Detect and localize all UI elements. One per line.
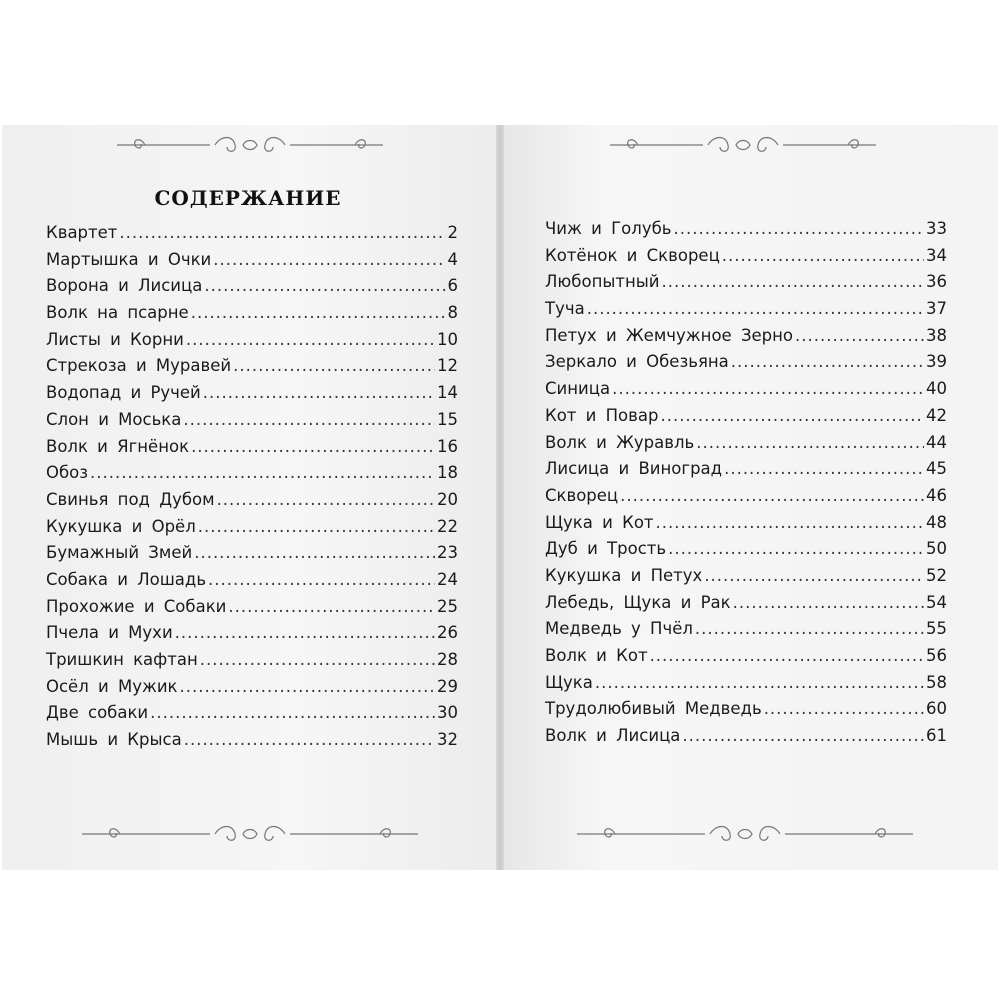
dot-leader [213, 247, 445, 274]
toc-entry [46, 460, 458, 487]
toc-entry-title: Волк и Ягнёнок [46, 436, 190, 456]
toc-entry-page-number: 16 [437, 436, 458, 456]
toc-entry-title: Щука и Кот [545, 512, 654, 532]
toc-entry-page-number: 6 [447, 276, 458, 296]
toc-entry [46, 327, 458, 354]
dot-leader [90, 460, 435, 487]
toc-entry-title: Волк и Журавль [545, 432, 695, 452]
toc-entry-title: Кукушка и Петух [545, 565, 703, 585]
toc-entry-title: Зеркало и Обезьяна [545, 352, 729, 372]
flourish-icon [608, 131, 878, 159]
ornament-top-right [608, 131, 878, 159]
toc-entry [46, 300, 458, 327]
toc-entry-page-number: 4 [447, 249, 458, 269]
toc-entry-title: Волк и Лисица [545, 726, 681, 746]
toc-entry-page-number: 34 [926, 245, 947, 265]
toc-entry-page-number: 40 [926, 379, 947, 399]
toc-entry-title: Слон и Моська [46, 409, 182, 429]
dot-leader [764, 696, 924, 723]
toc-entry [545, 563, 947, 590]
dot-leader [119, 220, 445, 247]
dot-leader [704, 563, 924, 590]
toc-entry-title: Синица [545, 379, 611, 399]
toc-entry [545, 403, 947, 430]
toc-entry-page-number: 15 [437, 409, 458, 429]
dot-leader [695, 616, 924, 643]
toc-entry-page-number: 20 [437, 489, 458, 509]
dot-leader [668, 536, 924, 563]
toc-entry [545, 590, 947, 617]
dot-leader [200, 647, 435, 674]
dot-leader [191, 434, 435, 461]
dot-leader [731, 349, 924, 376]
toc-entry-page-number: 14 [437, 383, 458, 403]
toc-entry-title: Бумажный Змей [46, 543, 193, 563]
toc-entry-page-number: 12 [437, 356, 458, 376]
toc-entry-title: Скворец [545, 485, 619, 505]
ornament-bottom-left [80, 820, 420, 848]
toc-entry-title: Любопытный [545, 272, 660, 292]
toc-entry-title: Обоз [46, 463, 89, 483]
toc-list-left [46, 220, 458, 754]
dot-leader [228, 594, 435, 621]
toc-entry [545, 430, 947, 457]
toc-entry [545, 456, 947, 483]
toc-entry-title: Прохожие и Собаки [46, 596, 227, 616]
toc-entry-page-number: 23 [437, 543, 458, 563]
dot-leader [673, 216, 924, 243]
dot-leader [186, 327, 435, 354]
toc-entry [545, 296, 947, 323]
toc-entry [545, 670, 947, 697]
toc-entry-page-number: 25 [437, 596, 458, 616]
toc-entry [545, 376, 947, 403]
toc-entry [46, 247, 458, 274]
dot-leader [198, 514, 435, 541]
toc-entry [46, 567, 458, 594]
dot-leader [620, 483, 924, 510]
dot-leader [204, 273, 445, 300]
toc-entry-page-number: 39 [926, 352, 947, 372]
toc-entry-title: Чиж и Голубь [545, 219, 672, 238]
toc-entry [545, 349, 947, 376]
toc-entry [46, 273, 458, 300]
toc-entry-title: Волк и Кот [545, 646, 648, 665]
dot-leader [183, 407, 435, 434]
toc-entry-title: Водопад и Ручей [46, 383, 201, 403]
toc-entry-title: Пчела и Мухи [46, 623, 173, 643]
dot-leader [696, 430, 924, 457]
toc-entry [545, 723, 947, 750]
toc-entry-title: Свинья под Дубом [46, 489, 215, 509]
dot-leader [184, 727, 435, 754]
dot-leader [662, 269, 924, 296]
toc-entry-page-number: 45 [926, 459, 947, 479]
dot-leader [180, 674, 435, 701]
toc-entry [46, 220, 458, 247]
toc-entry-page-number: 8 [447, 303, 458, 323]
toc-entry [46, 514, 458, 541]
toc-entry-title: Туча [545, 299, 585, 319]
ornament-top-left [115, 131, 385, 159]
toc-entry-title: Петух и Жемчужное Зерно [545, 325, 794, 345]
dot-leader [595, 670, 924, 697]
toc-entry-page-number: 36 [926, 272, 947, 292]
toc-entry-title: Лебедь, Щука и Рак [545, 592, 731, 612]
toc-entry-page-number: 22 [437, 516, 458, 536]
toc-entry-title: Дуб и Трость [545, 539, 667, 559]
toc-entry-title: Щука [545, 672, 593, 692]
toc-entry-page-number: 10 [437, 329, 458, 349]
dot-leader [194, 540, 435, 567]
dot-leader [191, 300, 446, 327]
toc-entry [46, 647, 458, 674]
toc-entry-title: Две собаки [46, 703, 149, 723]
flourish-icon [575, 820, 915, 848]
toc-entry-title: Лисица и Виноград [545, 459, 723, 479]
toc-entry-page-number: 30 [437, 703, 458, 723]
toc-entry-title: Ворона и Лисица [46, 276, 203, 296]
toc-entry [545, 483, 947, 510]
toc-entry-page-number: 18 [437, 463, 458, 483]
dot-leader [795, 323, 924, 350]
dot-leader [656, 510, 924, 537]
toc-entry-page-number: 26 [437, 623, 458, 643]
toc-entry [545, 243, 947, 270]
toc-list-right [545, 216, 947, 750]
toc-entry [46, 594, 458, 621]
toc-entry-title: Тришкин кафтан [46, 650, 198, 669]
toc-entry-page-number: 24 [437, 569, 458, 589]
toc-entry [545, 643, 947, 670]
toc-entry [545, 510, 947, 537]
toc-entry-page-number: 52 [926, 565, 947, 585]
toc-entry-page-number: 2 [447, 223, 458, 242]
toc-entry [545, 536, 947, 563]
toc-entry-page-number: 60 [926, 699, 947, 719]
dot-leader [217, 487, 435, 514]
toc-entry-title: Медведь у Пчёл [545, 619, 693, 639]
dot-leader [203, 380, 435, 407]
toc-entry-page-number: 58 [926, 672, 947, 692]
toc-entry-page-number: 54 [926, 592, 947, 612]
toc-entry [46, 353, 458, 380]
flourish-icon [115, 131, 385, 159]
toc-entry-page-number: 42 [926, 405, 947, 425]
toc-entry [46, 407, 458, 434]
dot-leader [150, 700, 435, 727]
toc-entry-title: Волк на псарне [46, 303, 189, 323]
toc-entry [46, 540, 458, 567]
toc-entry-title: Собака и Лошадь [46, 569, 207, 589]
toc-entry-title: Мартышка и Очки [46, 249, 212, 269]
toc-entry [545, 323, 947, 350]
toc-entry-title: Кукушка и Орёл [46, 516, 196, 536]
toc-entry [46, 434, 458, 461]
flourish-icon [80, 820, 420, 848]
toc-entry [46, 700, 458, 727]
dot-leader [233, 353, 435, 380]
toc-entry [46, 727, 458, 754]
toc-entry-title: Осёл и Мужик [46, 676, 178, 696]
toc-entry-title: Кот и Повар [545, 405, 659, 425]
ornament-bottom-right [575, 820, 915, 848]
toc-entry-page-number: 33 [926, 219, 947, 238]
page-title: СОДЕРЖАНИЕ [154, 186, 342, 210]
toc-entry-page-number: 50 [926, 539, 947, 559]
toc-entry-page-number: 61 [926, 726, 947, 746]
book-spine [496, 125, 504, 870]
toc-entry [545, 269, 947, 296]
toc-entry-title: Стрекоза и Муравей [46, 356, 232, 376]
toc-entry-page-number: 46 [926, 485, 947, 505]
toc-entry [545, 616, 947, 643]
dot-leader [722, 243, 924, 270]
dot-leader [733, 590, 924, 617]
dot-leader [587, 296, 924, 323]
dot-leader [175, 620, 435, 647]
toc-entry-title: Квартет [46, 223, 118, 242]
toc-entry-page-number: 48 [926, 512, 947, 532]
toc-entry [46, 620, 458, 647]
toc-entry-page-number: 28 [437, 650, 458, 669]
toc-entry-page-number: 55 [926, 619, 947, 639]
toc-entry [46, 380, 458, 407]
toc-entry-title: Котёнок и Скворец [545, 245, 720, 265]
dot-leader [208, 567, 435, 594]
toc-entry [46, 487, 458, 514]
toc-entry [545, 696, 947, 723]
toc-entry-page-number: 32 [437, 730, 458, 750]
dot-leader [650, 643, 924, 670]
toc-entry [46, 674, 458, 701]
toc-entry-page-number: 29 [437, 676, 458, 696]
dot-leader [660, 403, 924, 430]
toc-entry-title: Мышь и Крыса [46, 730, 182, 750]
toc-entry-page-number: 56 [926, 646, 947, 665]
toc-entry [545, 216, 947, 243]
dot-leader [682, 723, 924, 750]
toc-entry-page-number: 38 [926, 325, 947, 345]
toc-entry-page-number: 44 [926, 432, 947, 452]
toc-entry-page-number: 37 [926, 299, 947, 319]
toc-entry-title: Трудолюбивый Медведь [545, 699, 762, 719]
dot-leader [724, 456, 924, 483]
toc-entry-title: Листы и Корни [46, 329, 184, 349]
dot-leader [612, 376, 924, 403]
